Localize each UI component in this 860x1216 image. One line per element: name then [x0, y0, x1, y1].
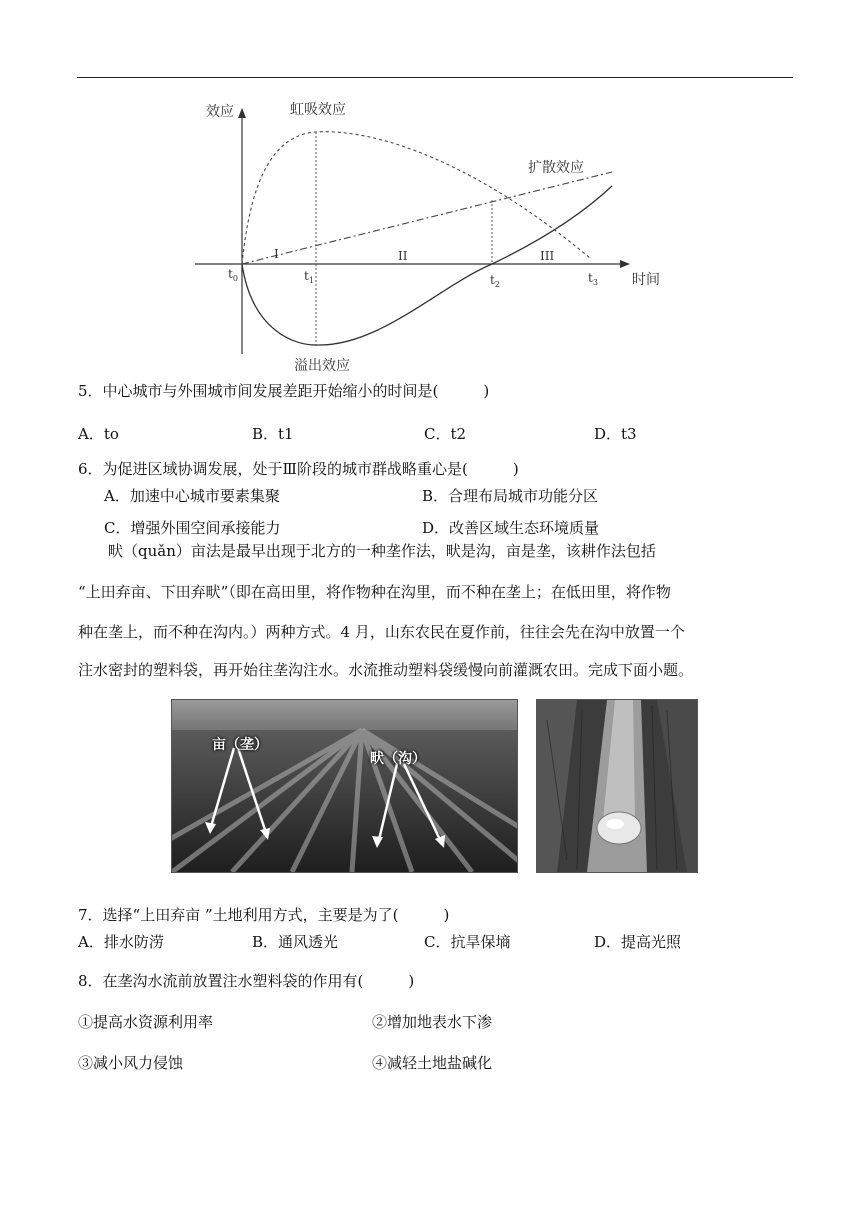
y-axis-arrow	[238, 108, 246, 118]
plastic-bag-photo	[536, 699, 698, 873]
passage-line-1: 畎（quǎn）亩法是最早出现于北方的一种垄作法，畎是沟，亩是垄，该耕作法包括	[108, 542, 656, 560]
q7-stem: 7．选择“上田弃亩 ”土地利用方式，主要是为了( )	[78, 906, 450, 924]
q7-option-c[interactable]: C．抗旱保墒	[424, 933, 511, 951]
effect-diagram	[190, 96, 670, 376]
t3-label: $t_3$	[588, 271, 598, 287]
y-axis-label: 效应	[206, 104, 234, 120]
field-photo	[171, 699, 518, 873]
spillover-label: 溢出效应	[294, 358, 350, 374]
q6-stem: 6．为促进区域协调发展，处于Ⅲ阶段的城市群战略重心是( )	[78, 460, 519, 478]
passage-line-3: 种在垄上，而不种在沟内。）两种方式。4 月，山东农民在夏作前，往往会先在沟中放置一个	[78, 623, 685, 641]
q5-stem: 5．中心城市与外围城市间发展差距开始缩小的时间是( )	[78, 382, 490, 400]
x-axis-label: 时间	[632, 272, 660, 288]
q5-option-a[interactable]: A．to	[78, 425, 119, 443]
x-axis-arrow	[620, 260, 630, 268]
passage-line-4: 注水密封的塑料袋，再开始往垄沟注水。水流推动塑料袋缓慢向前灌溉农田。完成下面小题。	[78, 661, 694, 679]
siphon-curve	[242, 132, 590, 264]
furrow-label: 畎（沟）	[370, 751, 426, 767]
q8-option-3[interactable]: ③减小风力侵蚀	[78, 1054, 184, 1072]
diffusion-label: 扩散效应	[528, 160, 584, 176]
ridge-label: 亩（垄）	[212, 737, 268, 753]
q8-option-4[interactable]: ④减轻土地盐碱化	[372, 1054, 493, 1072]
t1-label: $t_1$	[304, 269, 314, 285]
stage-1-label: I	[274, 247, 279, 261]
q7-option-d[interactable]: D．提高光照	[594, 933, 682, 951]
q6-option-c[interactable]: C．增强外围空间承接能力	[104, 519, 281, 537]
q5-option-d[interactable]: D．t3	[594, 425, 637, 443]
t0-label: $t_0$	[228, 267, 238, 283]
stage-2-label: II	[398, 249, 408, 263]
q7-option-a[interactable]: A．排水防涝	[78, 933, 164, 951]
q5-option-c[interactable]: C．t2	[424, 425, 467, 443]
header-rule	[77, 77, 793, 78]
stage-3-label: III	[540, 249, 555, 263]
q6-option-a[interactable]: A．加速中心城市要素集聚	[104, 487, 280, 505]
q8-option-1[interactable]: ①提高水资源利用率	[78, 1013, 214, 1031]
q7-option-b[interactable]: B．通风透光	[252, 933, 339, 951]
spillover-curve	[242, 186, 612, 345]
q6-option-b[interactable]: B．合理布局城市功能分区	[422, 487, 599, 505]
t2-label: $t_2$	[490, 273, 500, 289]
q6-option-d[interactable]: D．改善区域生态环境质量	[422, 519, 600, 537]
q8-stem: 8．在垄沟水流前放置注水塑料袋的作用有( )	[78, 972, 415, 990]
siphon-label: 虹吸效应	[290, 102, 346, 118]
diffusion-line	[242, 172, 612, 264]
q8-option-2[interactable]: ②增加地表水下渗	[372, 1013, 493, 1031]
passage-line-2: “上田弃亩、下田弃畎”（即在高田里，将作物种在沟里，而不种在垄上；在低田里，将作物	[78, 583, 671, 601]
q5-option-b[interactable]: B．t1	[252, 425, 294, 443]
